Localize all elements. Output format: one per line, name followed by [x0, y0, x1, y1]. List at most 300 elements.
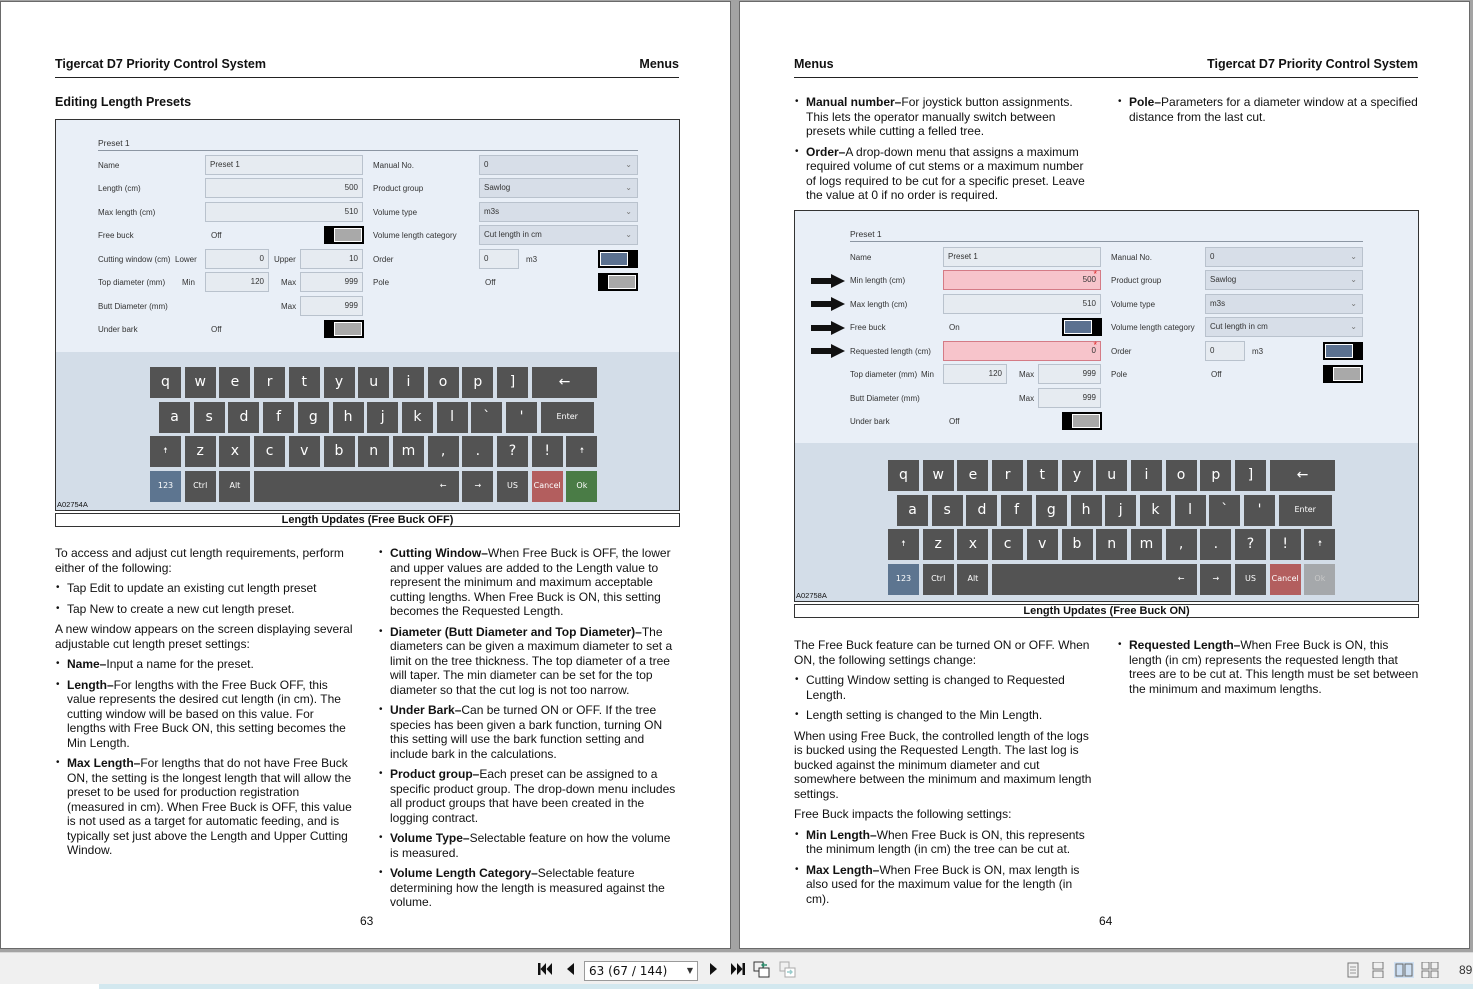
free-buck-paragraph: When using Free Buck, the controlled length of the logs is bucked using the Requested Length. The last log is bucked against the minimum diameter and cut somewhere between the minimum and maximum length settings. — [794, 728, 1092, 801]
order-toggle[interactable] — [1323, 342, 1363, 360]
divider — [850, 241, 1363, 242]
intro-paragraph: The Free Buck feature can be turned ON or OFF. When ON, the following settings change: — [794, 638, 1090, 667]
term: Manual number– — [806, 95, 902, 109]
order-toggle[interactable] — [598, 250, 638, 268]
step-edit: • Tap Edit to update an existing cut length preset — [55, 581, 355, 596]
change-length: • Length setting is changed to the Min Length. — [794, 708, 1094, 723]
top-diameter-min-field[interactable]: 120 — [205, 272, 269, 292]
item-volume-length-category — [378, 866, 680, 910]
key-comma[interactable]: , — [1166, 529, 1197, 560]
preset-title: Preset 1 — [98, 138, 130, 148]
key-shift[interactable]: 🠅 — [150, 436, 181, 467]
key-d[interactable]: d — [966, 495, 997, 526]
key-o[interactable]: o — [1166, 460, 1197, 491]
item-requested-length — [1117, 638, 1422, 696]
top-min-label: Min — [182, 278, 195, 287]
page-selector[interactable] — [584, 961, 698, 981]
key-l[interactable]: l — [437, 402, 468, 433]
key-alt[interactable]: Alt — [219, 471, 250, 502]
status-strip — [0, 984, 99, 989]
key-exclaim[interactable]: ! — [532, 436, 563, 467]
key-v[interactable]: v — [1027, 529, 1058, 560]
key-b[interactable]: b — [324, 436, 355, 467]
top-diameter-min-field[interactable]: 120 — [943, 364, 1007, 384]
key-backspace[interactable]: ← — [428, 471, 459, 502]
key-space[interactable] — [992, 564, 1178, 595]
key-k[interactable]: k — [1140, 495, 1171, 526]
term: Min Length– — [806, 827, 877, 842]
product-group-label: Product group — [373, 184, 424, 193]
figure-caption: Length Updates (Free Buck ON) — [794, 604, 1419, 618]
manual-no-label: Manual No. — [373, 161, 414, 170]
next-page-button[interactable] — [705, 961, 723, 979]
key-us[interactable]: US — [1235, 564, 1266, 595]
term: Under Bark– — [390, 703, 462, 717]
preset-title: Preset 1 — [850, 229, 882, 239]
pole-status: Off — [1211, 370, 1222, 379]
key-enter[interactable]: Enter — [1279, 495, 1332, 526]
butt-diameter-max-field[interactable]: 999 — [1038, 388, 1101, 408]
key-backspace[interactable]: ← — [532, 367, 598, 398]
product-group-select[interactable] — [1205, 270, 1363, 290]
volume-type-label: Volume type — [1111, 300, 1156, 309]
product-group-select[interactable] — [479, 178, 638, 198]
top-max-label: Max — [281, 278, 297, 287]
status-strip — [99, 984, 1473, 989]
volume-length-category-value: Cut length in cm — [484, 230, 542, 239]
next-page-icon — [707, 961, 721, 977]
required-marker: * — [1093, 340, 1097, 350]
term: Volume Type– — [390, 831, 470, 845]
length-field[interactable]: 500 — [205, 178, 363, 198]
key-alt[interactable]: Alt — [957, 564, 988, 595]
header-section: Menus — [639, 57, 679, 71]
key-o[interactable]: o — [428, 367, 459, 398]
chevron-down-icon: ⌄ — [625, 160, 632, 169]
definition: Selectable feature determining how the length is measured against the volume. — [390, 866, 665, 909]
key-ctrl[interactable]: Ctrl — [923, 564, 954, 595]
key-h[interactable]: h — [333, 402, 364, 433]
key-b[interactable]: b — [1062, 529, 1093, 560]
butt-diameter-max-field[interactable]: 999 — [300, 296, 363, 316]
volume-type-value: m3s — [484, 207, 500, 216]
item-volume-type — [378, 831, 680, 860]
key-shift[interactable]: 🠅 — [566, 436, 597, 467]
product-group-value: Sawlog — [1210, 275, 1237, 284]
key-t[interactable]: t — [289, 367, 320, 398]
definition: Selectable feature on how the volume is measured. — [390, 831, 671, 860]
upper-label: Upper — [274, 255, 296, 264]
key-c[interactable]: c — [992, 529, 1023, 560]
volume-length-category-select[interactable] — [479, 225, 638, 245]
lower-label: Lower — [175, 255, 197, 264]
key-backspace[interactable]: ← — [1270, 460, 1336, 491]
key-period[interactable]: . — [1200, 529, 1231, 560]
body-column-1 — [794, 638, 1094, 912]
key-v[interactable]: v — [289, 436, 320, 467]
free-buck-label: Free buck — [850, 323, 886, 332]
free-buck-status: Off — [211, 231, 222, 240]
key-comma[interactable]: , — [428, 436, 459, 467]
chevron-down-icon: ⌄ — [1350, 252, 1357, 261]
key-question[interactable]: ? — [497, 436, 528, 467]
butt-diameter-label: Butt Diameter (mm) — [98, 302, 168, 311]
top-diameter-max-field[interactable]: 999 — [1038, 364, 1101, 384]
key-e[interactable]: e — [219, 367, 250, 398]
chevron-down-icon: ⌄ — [625, 183, 632, 192]
key-s[interactable]: s — [932, 495, 963, 526]
arrow-right-icon — [811, 297, 845, 311]
arrow-right-icon — [811, 344, 845, 358]
term: Order– — [806, 144, 846, 159]
onscreen-keyboard — [56, 352, 679, 510]
definition: For joystick button assignments. This lets the operator manually switch between presets while cutting a felled tree. — [806, 95, 1073, 138]
view-two-page-button[interactable] — [1394, 962, 1414, 978]
product-group-label: Product group — [1111, 276, 1162, 285]
key-ok[interactable]: Ok — [1304, 564, 1335, 595]
key-123[interactable]: 123 — [150, 471, 181, 502]
volume-type-value: m3s — [1210, 299, 1226, 308]
max-length-label: Max length (cm) — [850, 300, 908, 309]
key-c[interactable]: c — [254, 436, 285, 467]
key-123[interactable]: 123 — [888, 564, 919, 595]
key-shift[interactable]: 🠅 — [1304, 529, 1335, 560]
definition: Parameters for a diameter window at a specified distance from the last cut. — [1129, 95, 1418, 124]
free-buck-status: On — [949, 323, 960, 332]
volume-length-category-label: Volume length category — [373, 231, 457, 240]
order-field[interactable]: 0 — [1205, 341, 1245, 361]
key-d[interactable]: d — [228, 402, 259, 433]
divider — [98, 150, 638, 151]
name-field[interactable]: Preset 1 — [205, 155, 363, 175]
min-length-value: 500 — [1082, 275, 1096, 284]
arrow-right-icon — [811, 321, 845, 335]
key-cancel[interactable]: Cancel — [532, 471, 563, 502]
key-i[interactable]: i — [393, 367, 424, 398]
top-diameter-label: Top diameter (mm) — [98, 278, 166, 287]
key-enter[interactable]: Enter — [541, 402, 594, 433]
requested-length-label: Requested length (cm) — [850, 347, 931, 356]
window-paragraph: A new window appears on the screen displaying several adjustable cut length preset settings: — [55, 622, 353, 651]
chevron-down-icon: ⌄ — [625, 230, 632, 239]
top-column-2 — [1117, 95, 1422, 130]
under-bark-label: Under bark — [850, 417, 890, 426]
order-unit: m3 — [526, 255, 538, 264]
definition: A drop-down menu that assigns a maximum required volume of cut stems or a maximum number of logs required to be cut for a specific preset. Leave the value at 0 if no order is required. — [806, 144, 1085, 202]
under-bark-status: Off — [949, 417, 960, 426]
key-j[interactable]: j — [1105, 495, 1136, 526]
figure-id: A02758A — [796, 591, 827, 600]
key-f[interactable]: f — [263, 402, 294, 433]
definition: For lengths with the Free Buck OFF, this value represents the desired cut length (in cm). The cutting window will be based on this value. For lengths with Free Buck ON, this setting becomes the Min Length. — [67, 677, 346, 750]
order-unit: m3 — [1252, 347, 1264, 356]
free-buck-label: Free buck — [98, 231, 134, 240]
key-question[interactable]: ? — [1235, 529, 1266, 560]
under-bark-status: Off — [211, 325, 222, 334]
key-f[interactable]: f — [1001, 495, 1032, 526]
key-p[interactable]: p — [462, 367, 493, 398]
key-h[interactable]: h — [1071, 495, 1102, 526]
item-max-length — [55, 756, 355, 858]
zoom-level[interactable]: 89 — [1459, 963, 1473, 977]
key-bracket[interactable]: ] — [497, 367, 528, 398]
key-m[interactable]: m — [393, 436, 424, 467]
page-selector-value: 63 (67 / 144) — [589, 964, 668, 978]
impacts-paragraph: Free Buck impacts the following settings: — [794, 807, 1012, 821]
section-title: Editing Length Presets — [55, 95, 192, 109]
under-bark-label: Under bark — [98, 325, 138, 334]
manual-no-select[interactable] — [479, 155, 638, 175]
volume-length-category-value: Cut length in cm — [1210, 322, 1268, 331]
manual-no-value: 0 — [484, 160, 489, 169]
max-length-label: Max length (cm) — [98, 208, 156, 217]
cutting-window-label: Cutting window (cm) — [98, 255, 171, 264]
length-label: Length (cm) — [98, 184, 141, 193]
term: Volume Length Category– — [390, 866, 538, 880]
butt-max-label: Max — [281, 302, 297, 311]
key-shift[interactable]: 🠅 — [888, 529, 919, 560]
running-header — [794, 56, 1418, 78]
key-cancel[interactable]: Cancel — [1270, 564, 1301, 595]
figure-free-buck-off — [55, 119, 680, 511]
running-header — [55, 56, 679, 78]
intro-paragraph: To access and adjust cut length requirements, perform either of the following: — [55, 546, 344, 575]
term: Diameter (Butt Diameter and Top Diameter)– — [390, 624, 642, 639]
cutting-window-upper-field[interactable]: 10 — [300, 249, 363, 269]
term: Name– — [67, 657, 107, 671]
two-page-continuous-icon — [1420, 962, 1440, 978]
volume-length-category-label: Volume length category — [1111, 323, 1195, 332]
key-a[interactable]: a — [159, 402, 190, 433]
pole-label: Pole — [373, 278, 390, 287]
key-period[interactable]: . — [462, 436, 493, 467]
arrow-right-icon — [811, 274, 845, 288]
key-p[interactable]: p — [1200, 460, 1231, 491]
header-title: Tigercat D7 Priority Control System — [55, 57, 266, 71]
step-new: • Tap New to create a new cut length preset. — [55, 602, 355, 617]
key-y[interactable]: y — [1062, 460, 1093, 491]
key-a[interactable]: a — [897, 495, 928, 526]
view-continuous-button[interactable] — [1368, 962, 1388, 978]
key-w[interactable]: w — [185, 367, 216, 398]
key-→[interactable]: → — [1200, 564, 1231, 595]
term: Max Length– — [67, 756, 141, 770]
key-i[interactable]: i — [1131, 460, 1162, 491]
last-page-icon — [730, 961, 746, 977]
min-length-label: Min length (cm) — [850, 276, 906, 285]
item-min-length — [794, 828, 1094, 857]
key-w[interactable]: w — [923, 460, 954, 491]
go-forward-icon — [779, 961, 797, 979]
key-→[interactable]: → — [462, 471, 493, 502]
key-j[interactable]: j — [367, 402, 398, 433]
key-r[interactable]: r — [254, 367, 285, 398]
definition: Input a name for the preset. — [106, 657, 254, 671]
key-q[interactable]: q — [888, 460, 919, 491]
view-single-page-button[interactable] — [1343, 962, 1363, 978]
body-column-2 — [378, 546, 680, 916]
volume-type-label: Volume type — [373, 208, 418, 217]
chevron-down-icon: ⌄ — [1350, 299, 1357, 308]
name-label: Name — [850, 253, 872, 262]
single-page-icon — [1343, 962, 1363, 978]
butt-diameter-label: Butt Diameter (mm) — [850, 394, 920, 403]
key-ok[interactable]: Ok — [566, 471, 597, 502]
term: Requested Length– — [1129, 638, 1241, 652]
definition: When Free Buck is ON, max length is also used for the maximum value for the length (in cm). — [806, 862, 1080, 906]
order-label: Order — [373, 255, 394, 264]
item-manual-number — [794, 95, 1094, 139]
previous-page-button[interactable] — [561, 961, 579, 979]
item-product-group — [378, 767, 680, 825]
requested-length-value: 0 — [1091, 346, 1096, 355]
term: Length– — [67, 677, 114, 692]
free-buck-toggle[interactable] — [324, 226, 364, 244]
top-min-label: Min — [921, 370, 934, 379]
key-s[interactable]: s — [194, 402, 225, 433]
under-bark-toggle[interactable] — [324, 320, 364, 338]
volume-type-select[interactable] — [479, 202, 638, 222]
first-page-icon — [537, 961, 553, 977]
name-field[interactable]: Preset 1 — [943, 247, 1101, 267]
term: Cutting Window– — [390, 546, 488, 560]
figure-caption: Length Updates (Free Buck OFF) — [55, 513, 680, 527]
manual-no-value: 0 — [1210, 252, 1215, 261]
definition: Can be turned ON or OFF. If the tree species has been given a bark function, turning ON this setting will use the bark function setting and include bark in the calculations. — [390, 703, 663, 761]
pole-status: Off — [485, 278, 496, 287]
volume-length-category-select[interactable] — [1205, 317, 1363, 337]
key-u[interactable]: u — [358, 367, 389, 398]
item-name — [55, 657, 355, 672]
definition: When Free Buck is ON, this represents the minimum length (in cm) the tree can be cut at. — [806, 827, 1085, 856]
figure-id: A02754A — [57, 500, 88, 509]
key-us[interactable]: US — [497, 471, 528, 502]
key-z[interactable]: z — [923, 529, 954, 560]
top-diameter-max-field[interactable]: 999 — [300, 272, 363, 292]
page-number: 64 — [1099, 914, 1113, 928]
item-pole — [1117, 95, 1422, 124]
max-length-field[interactable]: 510 — [943, 294, 1101, 314]
cutting-window-lower-field[interactable]: 0 — [205, 249, 269, 269]
onscreen-keyboard — [795, 443, 1418, 601]
item-order — [794, 145, 1094, 203]
key-x[interactable]: x — [219, 436, 250, 467]
continuous-page-icon — [1368, 962, 1388, 978]
page-number: 63 — [360, 914, 374, 928]
key-space[interactable] — [254, 471, 440, 502]
definition: The diameters can be given a maximum diameter to set a limit on the tree thickness. The top diameter of a tree will taper. The min diameter can be set for the top diameter so that the cut log is not too narrow. — [390, 624, 673, 697]
definition: For lengths that do not have Free Buck ON, the setting is the longest length that will allow the preset to be used for production registration (measured in cm). When Free Buck is OFF, this value is not used as a target for automatic feeding, and is typically set just above the Length and Upper Cutting Window. — [67, 756, 352, 857]
key-apostrophe[interactable]: ' — [1244, 495, 1275, 526]
page-63 — [0, 1, 731, 949]
pole-toggle[interactable] — [598, 273, 638, 291]
pole-toggle[interactable] — [1323, 365, 1363, 383]
first-page-button[interactable] — [536, 961, 554, 979]
min-length-field[interactable] — [943, 270, 1101, 290]
chevron-down-icon: ⌄ — [625, 207, 632, 216]
key-y[interactable]: y — [324, 367, 355, 398]
manual-no-select[interactable] — [1205, 247, 1363, 267]
term: Max Length– — [806, 862, 880, 877]
item-cutting-window — [378, 546, 680, 619]
requested-length-field[interactable] — [943, 341, 1101, 361]
top-column-1 — [794, 95, 1094, 209]
product-group-value: Sawlog — [484, 183, 511, 192]
under-bark-toggle[interactable] — [1062, 412, 1102, 430]
definition: When Free Buck is ON, this length (in cm) represents the requested length that trees are to be cut at. This length must be set between the minimum and maximum lengths. — [1129, 638, 1419, 696]
go-back-button[interactable] — [753, 961, 771, 979]
definition: Each preset can be assigned to a specific product group. The drop-down menu includes all product groups that have been created in the logging contract. — [390, 767, 676, 825]
order-field[interactable]: 0 — [479, 249, 519, 269]
pole-label: Pole — [1111, 370, 1128, 379]
key-backspace[interactable]: ← — [1166, 564, 1197, 595]
two-page-icon — [1394, 962, 1414, 978]
key-n[interactable]: n — [1096, 529, 1127, 560]
header-section: Menus — [794, 57, 834, 71]
key-m[interactable]: m — [1131, 529, 1162, 560]
key-n[interactable]: n — [358, 436, 389, 467]
chevron-down-icon: ⌄ — [1350, 275, 1357, 284]
key-q[interactable]: q — [150, 367, 181, 398]
key-u[interactable]: u — [1096, 460, 1127, 491]
key-backtick[interactable]: ` — [1209, 495, 1240, 526]
chevron-down-icon: ⌄ — [1350, 322, 1357, 331]
definition: When Free Buck is OFF, the lower and upper values are added to the Length value to represent the minimum and maximum acceptable cutting lengths. When Free Buck is ON, this setting becomes the Requested Length. — [390, 546, 671, 618]
item-length — [55, 678, 355, 751]
key-g[interactable]: g — [1036, 495, 1067, 526]
key-g[interactable]: g — [298, 402, 329, 433]
butt-max-label: Max — [1019, 394, 1035, 403]
key-k[interactable]: k — [402, 402, 433, 433]
body-column-1 — [55, 546, 355, 864]
volume-type-select[interactable] — [1205, 294, 1363, 314]
body-column-2 — [1117, 638, 1422, 702]
term: Pole– — [1129, 95, 1162, 109]
go-back-icon — [753, 961, 771, 979]
key-bracket[interactable]: ] — [1235, 460, 1266, 491]
key-r[interactable]: r — [992, 460, 1023, 491]
header-title: Tigercat D7 Priority Control System — [1207, 57, 1418, 71]
item-under-bark — [378, 703, 680, 761]
term: Product group– — [390, 767, 480, 781]
key-exclaim[interactable]: ! — [1270, 529, 1301, 560]
name-label: Name — [98, 161, 120, 170]
view-two-continuous-button[interactable] — [1420, 962, 1440, 978]
max-length-field[interactable]: 510 — [205, 202, 363, 222]
key-e[interactable]: e — [957, 460, 988, 491]
key-l[interactable]: l — [1175, 495, 1206, 526]
key-z[interactable]: z — [185, 436, 216, 467]
key-x[interactable]: x — [957, 529, 988, 560]
preset-form — [56, 120, 679, 354]
manual-no-label: Manual No. — [1111, 253, 1152, 262]
dropdown-arrow-icon: ▼ — [686, 966, 693, 975]
last-page-button[interactable] — [729, 961, 747, 979]
free-buck-toggle[interactable] — [1062, 318, 1102, 336]
figure-free-buck-on — [794, 210, 1419, 602]
key-ctrl[interactable]: Ctrl — [185, 471, 216, 502]
previous-page-icon — [563, 961, 577, 977]
order-label: Order — [1111, 347, 1132, 356]
preset-form — [795, 211, 1418, 445]
item-diameter — [378, 625, 680, 698]
key-t[interactable]: t — [1027, 460, 1058, 491]
required-marker: * — [1093, 269, 1097, 279]
page-64 — [739, 1, 1470, 949]
key-backtick[interactable]: ` — [471, 402, 502, 433]
key-apostrophe[interactable]: ' — [506, 402, 537, 433]
go-forward-button[interactable] — [779, 961, 797, 979]
